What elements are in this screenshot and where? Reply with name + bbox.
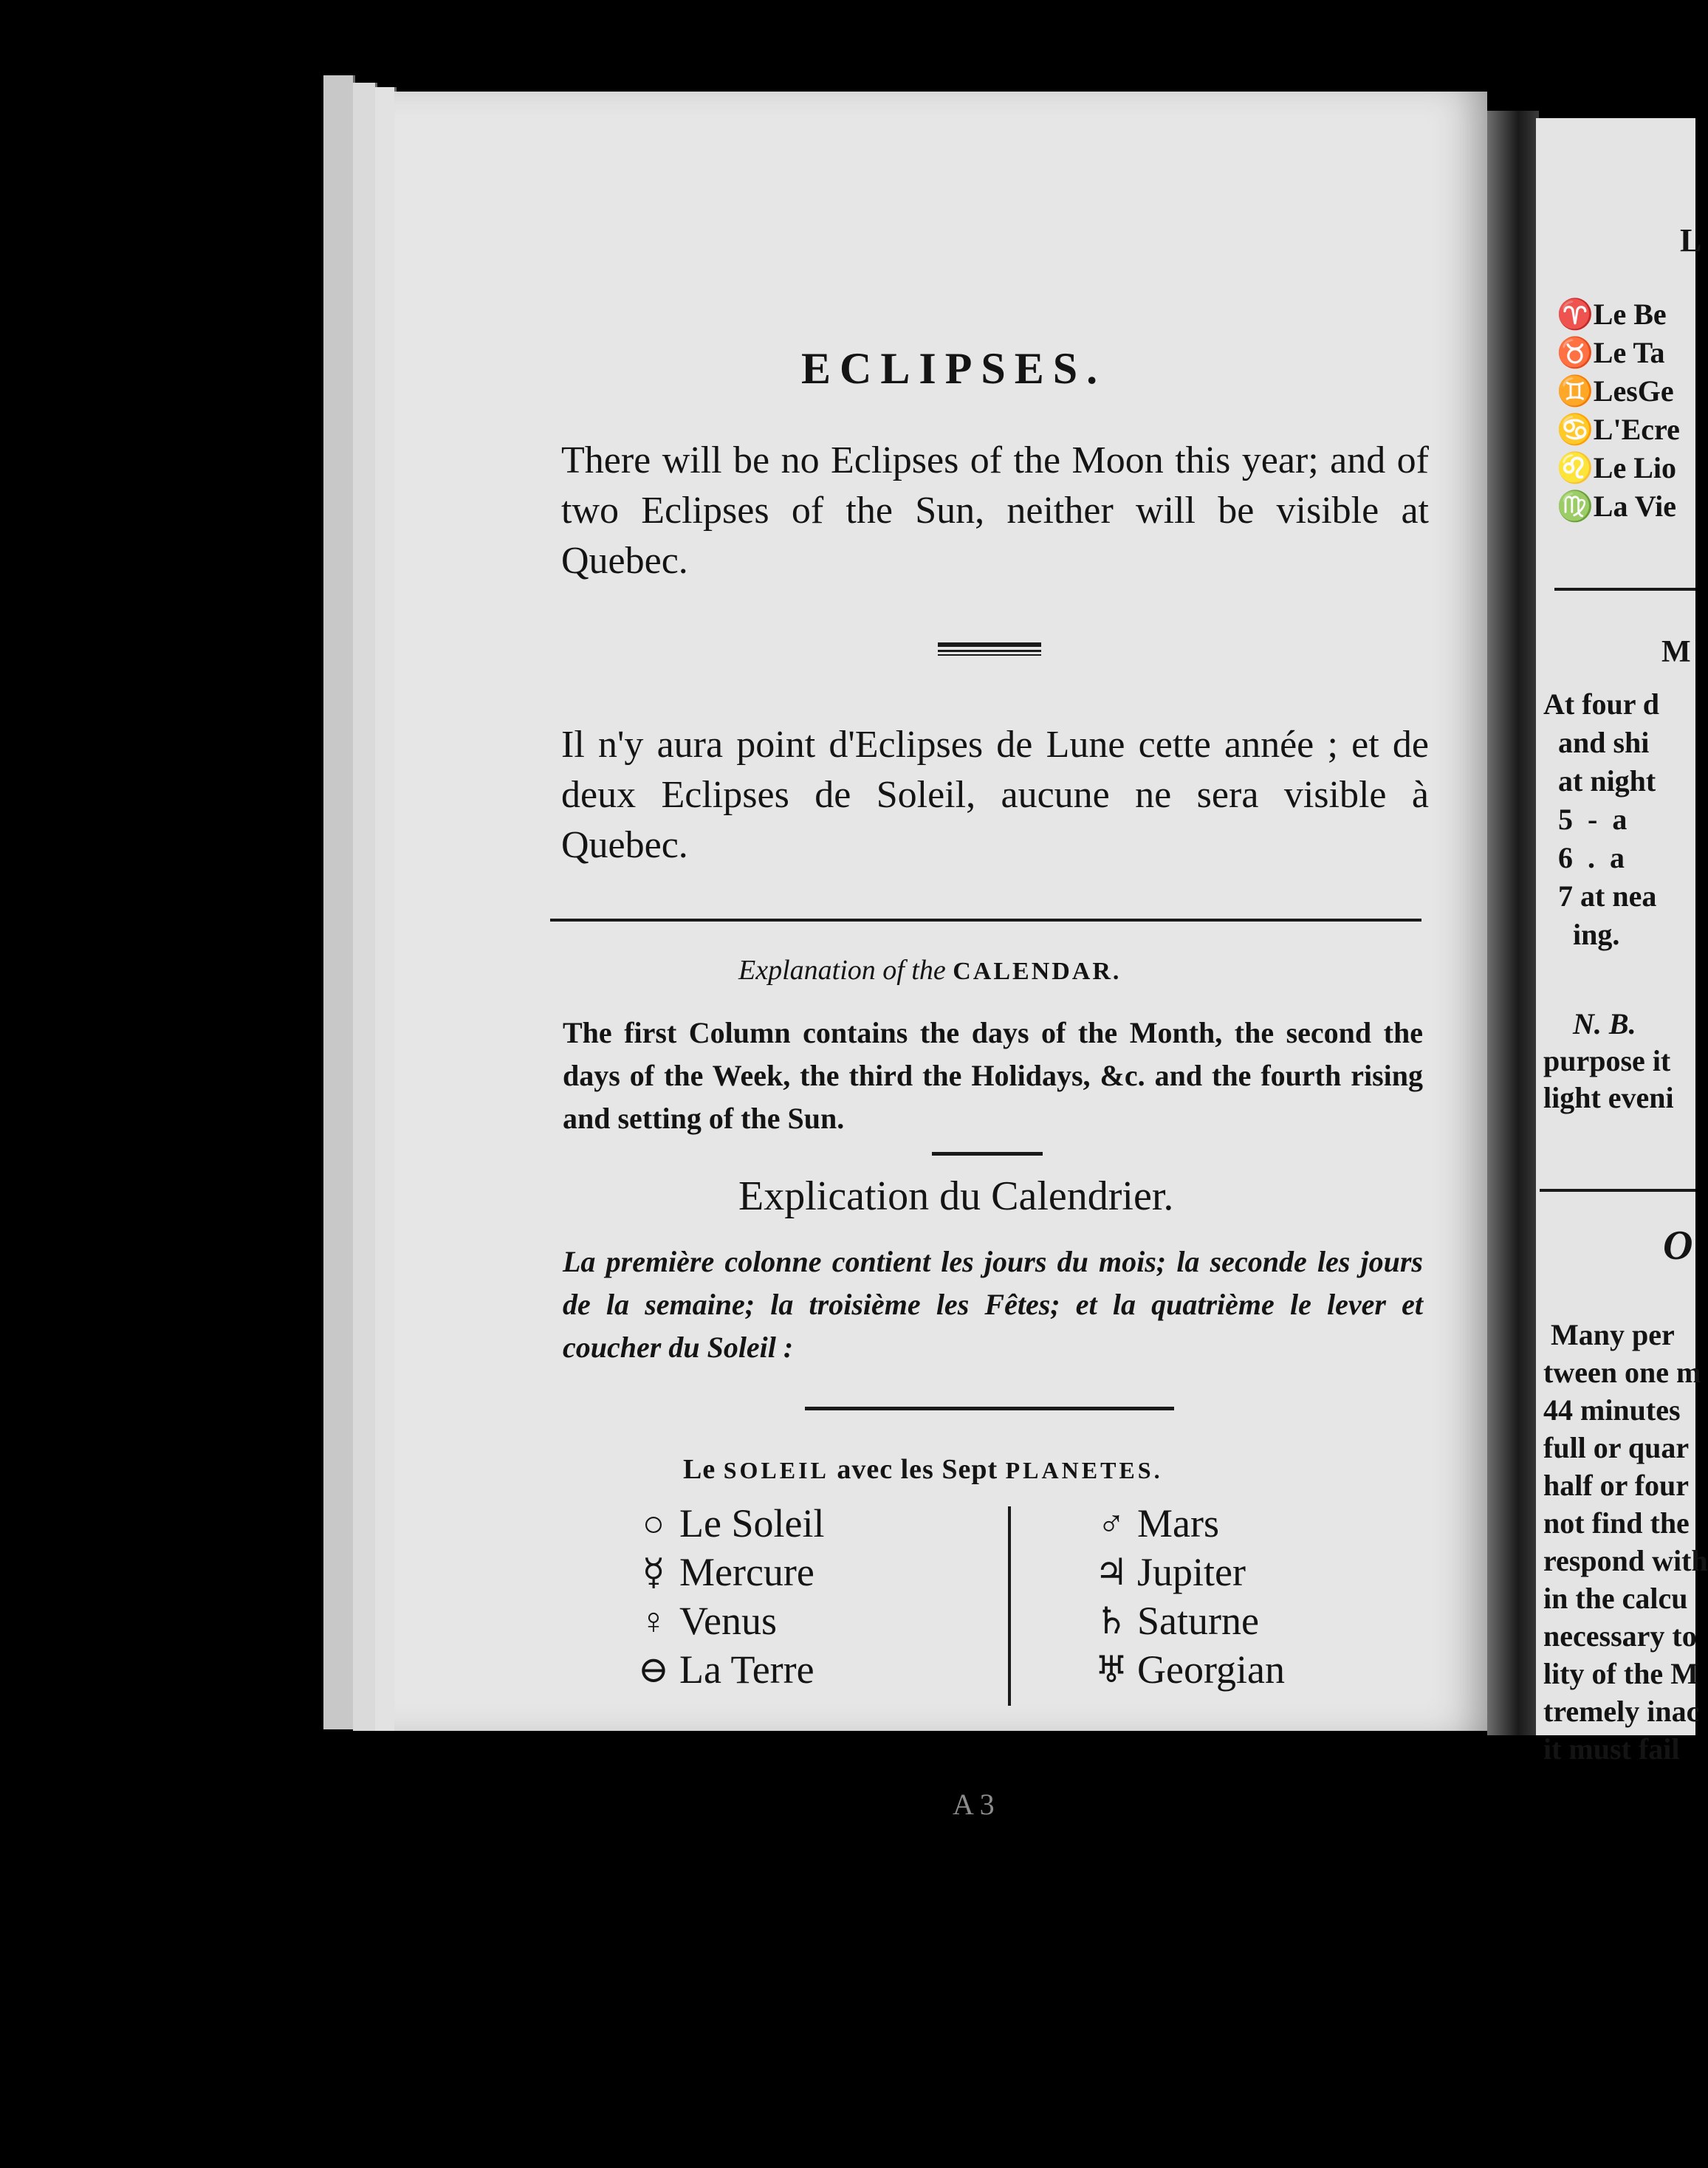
page-number: A 3 [953,1788,995,1821]
explication-heading: Explication du Calendrier. [738,1173,1174,1219]
text-line: lity of the M [1543,1657,1698,1690]
zodiac-item: ♍La Vie [1557,490,1677,523]
planet-row [628,1596,824,1645]
planet-row [1085,1645,1285,1694]
text-line: Many per [1551,1318,1675,1351]
venus-symbol-icon: ♀ [639,1600,668,1642]
explanation-heading [738,954,1121,987]
planet-row [628,1499,824,1548]
text-line: respond with [1543,1544,1708,1577]
planets-heading [683,1453,1163,1486]
planet-name: Mercure [679,1550,814,1594]
text-line: N. B. [1573,1007,1636,1040]
saturn-symbol-icon: ♄ [1094,1600,1128,1642]
planet-name: Georgian [1137,1647,1285,1692]
planets-right-column [1085,1499,1285,1694]
text-line: 44 minutes [1543,1393,1681,1427]
planet-row [628,1548,824,1596]
zodiac-list [1557,295,1680,526]
right-page-rule [1540,1189,1695,1192]
section-rule [550,919,1421,922]
planet-name: La Terre [679,1647,814,1692]
ornament-divider [938,642,1041,657]
planet-name: Jupiter [1137,1550,1246,1594]
text-line: at night [1543,764,1656,797]
explanation-prefix: Explanation of the [738,955,946,986]
text-line: tremely inac [1543,1695,1700,1728]
text-line: 7 at nea [1543,879,1657,913]
explanation-calendar-word: CALENDAR. [953,958,1122,985]
text-line: purpose it [1543,1044,1671,1077]
planet-row [628,1645,824,1694]
text-line: not find the [1543,1506,1690,1540]
planet-name: Mars [1137,1501,1219,1546]
zodiac-item: ♈Le Be [1557,298,1667,331]
planets-title-middle: avec les Sept [837,1454,998,1485]
planet-row [1085,1596,1285,1645]
planet-row [1085,1499,1285,1548]
zodiac-item: ♌Le Lio [1557,451,1677,484]
planet-name: Le Soleil [679,1501,825,1546]
planet-name: Venus [679,1599,777,1643]
text-line: At four d [1543,687,1660,721]
sun-symbol-icon: ○ [642,1503,665,1544]
planets-title-planetes: PLANETES. [1005,1457,1163,1483]
short-rule [932,1152,1043,1156]
text-line: 5 - a [1543,803,1628,836]
zodiac-item: ♊LesGe [1557,374,1674,408]
planets-column-divider [1008,1506,1011,1706]
right-page-lines [1543,685,1659,954]
zodiac-item: ♉Le Ta [1557,336,1665,369]
eclipses-french-paragraph: Il n'y aura point d'Eclipses de Lune cette année ; et de deux Eclipses de Soleil, aucune ne sera visible à Quebec. [561,724,1429,866]
right-page-many [1543,1316,1708,1768]
explanation-paragraph: The first Column contains the days of the Month, the second the days of the Week, the third the Holidays, &c. and the fourth rising and setting of the Sun. [563,1016,1423,1135]
jupiter-symbol-icon: ♃ [1094,1551,1128,1593]
planet-row [1085,1548,1285,1596]
planets-rule [805,1407,1174,1410]
zodiac-item: ♋L'Ecre [1557,413,1680,446]
mars-symbol-icon: ♂ [1097,1503,1125,1544]
explication-paragraph: La première colonne contient les jours du mois; la seconde les jours de la semaine; la troisième les Fêtes; et la quatrième le lever et coucher du Soleil : [563,1245,1423,1364]
text-line: it must fail [1543,1732,1680,1766]
planets-title-prefix: Le [683,1454,716,1485]
text-line: light eveni [1543,1081,1674,1114]
right-page-rule [1554,588,1695,591]
page-edge-2 [353,83,377,1731]
text-line: half or four [1543,1469,1690,1502]
text-line: full or quar [1543,1431,1690,1464]
text-line: necessary to [1543,1619,1697,1653]
planet-name: Saturne [1137,1599,1259,1643]
right-page-heading: L [1680,222,1702,258]
text-line: in the calcu [1543,1582,1688,1615]
page-edge-3 [375,87,397,1731]
right-page-m-heading: M [1661,635,1691,669]
book-gutter [1487,111,1539,1735]
text-line: tween one m [1543,1356,1701,1389]
planets-title-soleil: SOLEIL [723,1457,829,1483]
text-line: ing. [1543,918,1620,951]
eclipses-heading: ECLIPSES. [801,344,1107,393]
page-edge-1 [323,75,355,1729]
mercury-symbol-icon: ☿ [642,1551,665,1593]
planets-left-column [628,1499,824,1694]
uranus-symbol-icon: ♅ [1094,1649,1128,1690]
earth-symbol-icon: ⊖ [638,1649,669,1690]
right-page-nb [1543,1006,1674,1116]
right-page-o-heading: O [1663,1223,1693,1269]
text-line: and shi [1543,726,1650,759]
text-line: 6 . a [1543,841,1625,874]
eclipses-english-paragraph: There will be no Eclipses of the Moon this year; and of two Eclipses of the Sun, neither will be visible at Quebec. [561,439,1429,582]
